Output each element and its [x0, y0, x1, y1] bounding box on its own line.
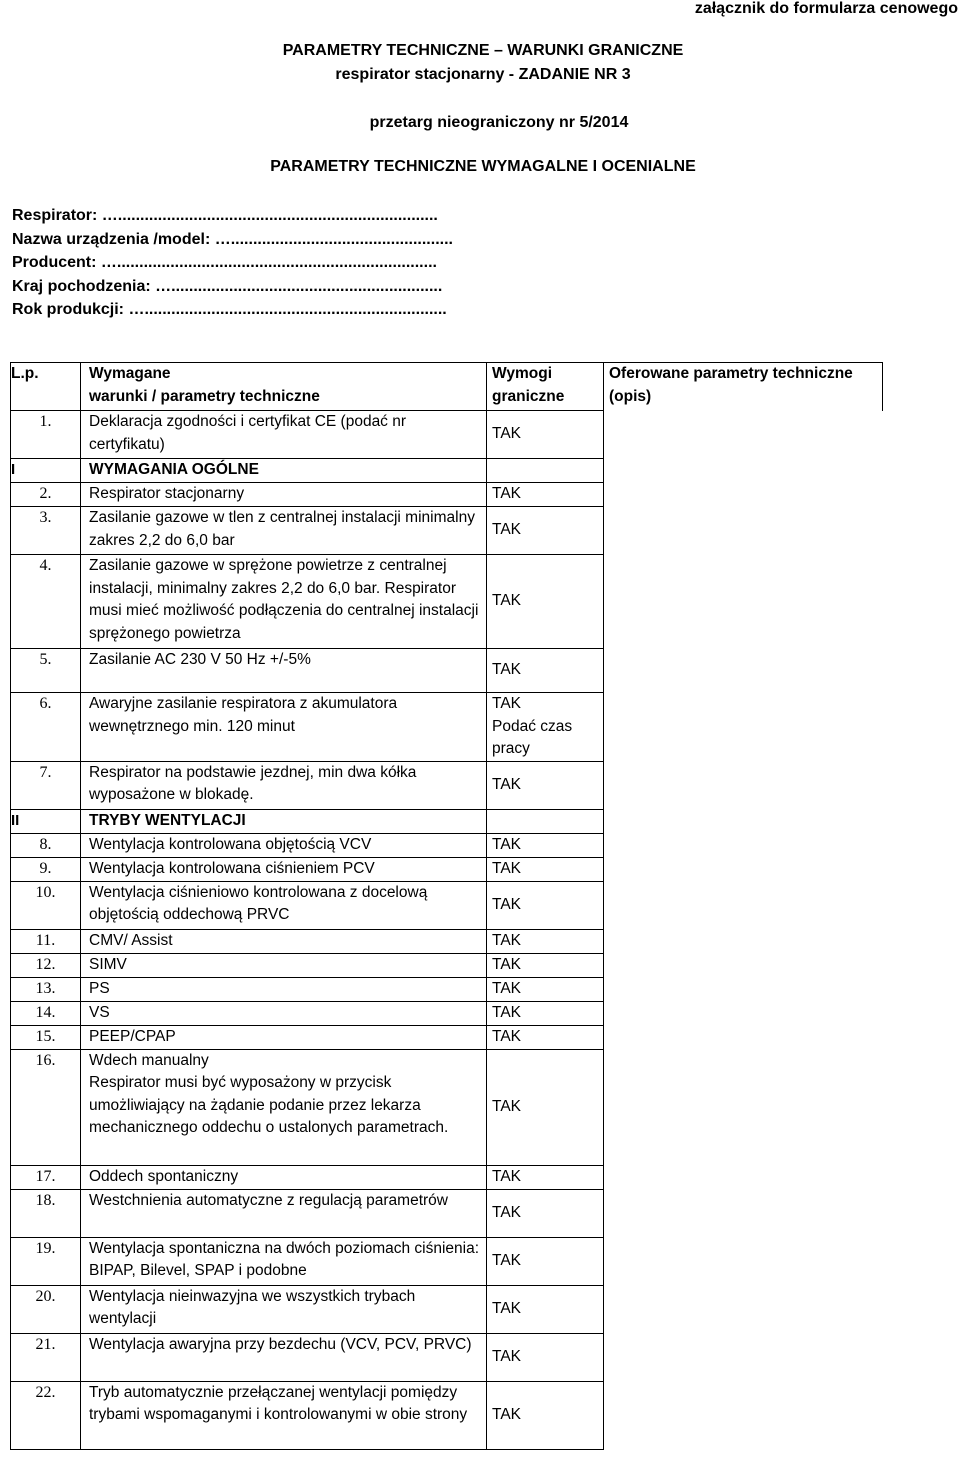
row-number: 15. [11, 1025, 81, 1049]
header-lp: L.p. [11, 363, 81, 411]
tender-number: przetarg nieograniczony nr 5/2014 [369, 114, 629, 131]
row-limit-value: TAK [487, 1025, 604, 1049]
table-row [11, 1333, 883, 1381]
row-description: Zasilanie gazowe w tlen z centralnej instalacji minimalny zakres 2,2 do 6,0 bar [81, 507, 487, 555]
meta-producer: Producent: …........................................................................ [12, 254, 437, 271]
row-description: Wentylacja nieinwazyjna we wszystkich trybach wentylacji [81, 1285, 487, 1333]
row-number: 19. [11, 1237, 81, 1285]
section-title: TRYBY WENTYLACJI [81, 809, 487, 833]
row-limit-value: TAK [487, 977, 604, 1001]
row-limit-value: TAK [487, 1001, 604, 1025]
meta-country: Kraj pochodzenia: …............................................................. [12, 277, 443, 295]
row-description: PS [81, 977, 487, 1001]
table-row [11, 1001, 883, 1025]
section-heading: PARAMETRY TECHNICZNE WYMAGALNE I OCENIALNE [270, 158, 696, 175]
row-description: SIMV [81, 953, 487, 977]
row-number: 1. [11, 411, 81, 459]
row-description: Westchnienia automatyczne z regulacją parametrów [81, 1189, 487, 1237]
row-description: Wentylacja kontrolowana objętością VCV [81, 833, 487, 857]
table-row [11, 555, 883, 649]
table-row [11, 833, 883, 857]
row-limit-value: TAK [487, 1333, 604, 1381]
row-description: PEEP/CPAP [81, 1025, 487, 1049]
table-row [11, 693, 883, 762]
parameters-table [10, 362, 883, 1450]
table-row [11, 1049, 883, 1165]
row-limit-value: TAK [487, 833, 604, 857]
row-number: 12. [11, 953, 81, 977]
row-limit-value: TAK [487, 1189, 604, 1237]
row-description: VS [81, 1001, 487, 1025]
row-number: 7. [11, 761, 81, 809]
row-description: Zasilanie AC 230 V 50 Hz +/-5% [81, 649, 487, 693]
row-limit-value: TAK [487, 881, 604, 929]
row-number: 16. [11, 1049, 81, 1165]
section-number: II [11, 809, 81, 833]
row-description: Wentylacja kontrolowana ciśnieniem PCV [81, 857, 487, 881]
table-row [11, 1237, 883, 1285]
row-limit-value: TAK [487, 1381, 604, 1449]
row-description: Wdech manualny Respirator musi być wyposażony w przycisk umożliwiający na żądanie podanie przez lekarza mechanicznego oddechu o ustalonych parametrach. [81, 1049, 487, 1165]
table-row [11, 929, 883, 953]
table-row [11, 507, 883, 555]
table-row [11, 411, 883, 459]
section-title: WYMAGANIA OGÓLNE [81, 459, 487, 483]
row-number: 8. [11, 833, 81, 857]
table-header-row [11, 363, 883, 411]
table-row [11, 881, 883, 929]
row-number: 22. [11, 1381, 81, 1449]
row-limit-value: TAK [487, 1285, 604, 1333]
table-row [11, 857, 883, 881]
row-number: 3. [11, 507, 81, 555]
row-limit-value: TAK [487, 857, 604, 881]
table-row [11, 761, 883, 809]
table-row [11, 953, 883, 977]
table-row [11, 977, 883, 1001]
row-description: Tryb automatycznie przełączanej wentylacji pomiędzy trybami wspomaganymi i kontrolowanymi w obie strony [81, 1381, 487, 1449]
table-row [11, 1025, 883, 1049]
table-row [11, 483, 883, 507]
row-number: 11. [11, 929, 81, 953]
row-description: Awaryjne zasilanie respiratora z akumulatora wewnętrznego min. 120 minut [81, 693, 487, 762]
row-limit-value: TAK Podać czas pracy [487, 693, 604, 762]
table-row [11, 1165, 883, 1189]
row-number: 14. [11, 1001, 81, 1025]
row-limit-value: TAK [487, 555, 604, 649]
row-number: 5. [11, 649, 81, 693]
row-number: 4. [11, 555, 81, 649]
table-row [11, 649, 883, 693]
attachment-note: załącznik do formularza cenowego [694, 0, 958, 17]
row-limit-value: TAK [487, 1049, 604, 1165]
row-limit-value: TAK [487, 507, 604, 555]
device-info [12, 204, 453, 322]
row-limit-value: TAK [487, 483, 604, 507]
row-description: Deklaracja zgodności i certyfikat CE (podać nr certyfikatu) [81, 411, 487, 459]
row-limit-value: TAK [487, 761, 604, 809]
meta-respirator: Respirator: …........................................................................ [12, 207, 438, 224]
section-row [11, 809, 883, 833]
row-number: 13. [11, 977, 81, 1001]
row-description: CMV/ Assist [81, 929, 487, 953]
meta-model: Nazwa urządzenia /model: ….................................................. [12, 230, 453, 248]
table-row [11, 1285, 883, 1333]
meta-year: Rok produkcji: ….................................................................... [12, 301, 447, 318]
header-required: Wymagane warunki / parametry techniczne [81, 363, 487, 411]
row-limit-value: TAK [487, 649, 604, 693]
row-limit-value: TAK [487, 1165, 604, 1189]
row-description: Wentylacja spontaniczna na dwóch poziomach ciśnienia: BIPAP, Bilevel, SPAP i podobne [81, 1237, 487, 1285]
row-number: 9. [11, 857, 81, 881]
doc-subtitle: respirator stacjonarny - ZADANIE NR 3 [335, 66, 631, 83]
row-number: 18. [11, 1189, 81, 1237]
row-description: Respirator stacjonarny [81, 483, 487, 507]
row-number: 2. [11, 483, 81, 507]
row-description: Zasilanie gazowe w sprężone powietrze z centralnej instalacji, minimalny zakres 2,2 do 6,0 bar. Respirator musi mieć możliwość podłączenia do centralnej instalacji sprężonego powietrza [81, 555, 487, 649]
row-limit-value: TAK [487, 1237, 604, 1285]
row-description: Respirator na podstawie jezdnej, min dwa kółka wyposażone w blokadę. [81, 761, 487, 809]
section-limit-cell [487, 459, 604, 483]
row-number: 10. [11, 881, 81, 929]
header-offered: Oferowane parametry techniczne (opis) [604, 363, 883, 411]
row-limit-value: TAK [487, 929, 604, 953]
table-row [11, 1381, 883, 1449]
parameters-table-body [11, 363, 883, 1450]
section-row [11, 459, 883, 483]
row-limit-value: TAK [487, 411, 604, 459]
table-row [11, 1189, 883, 1237]
row-number: 6. [11, 693, 81, 762]
row-description: Oddech spontaniczny [81, 1165, 487, 1189]
row-number: 20. [11, 1285, 81, 1333]
row-description: Wentylacja awaryjna przy bezdechu (VCV, PCV, PRVC) [81, 1333, 487, 1381]
section-number: I [11, 459, 81, 483]
row-number: 21. [11, 1333, 81, 1381]
section-limit-cell [487, 809, 604, 833]
row-limit-value: TAK [487, 953, 604, 977]
header-limit: Wymogi graniczne [487, 363, 604, 411]
doc-title: PARAMETRY TECHNICZNE – WARUNKI GRANICZNE [282, 42, 684, 59]
row-description: Wentylacja ciśnieniowo kontrolowana z docelową objętością oddechową PRVC [81, 881, 487, 929]
row-number: 17. [11, 1165, 81, 1189]
